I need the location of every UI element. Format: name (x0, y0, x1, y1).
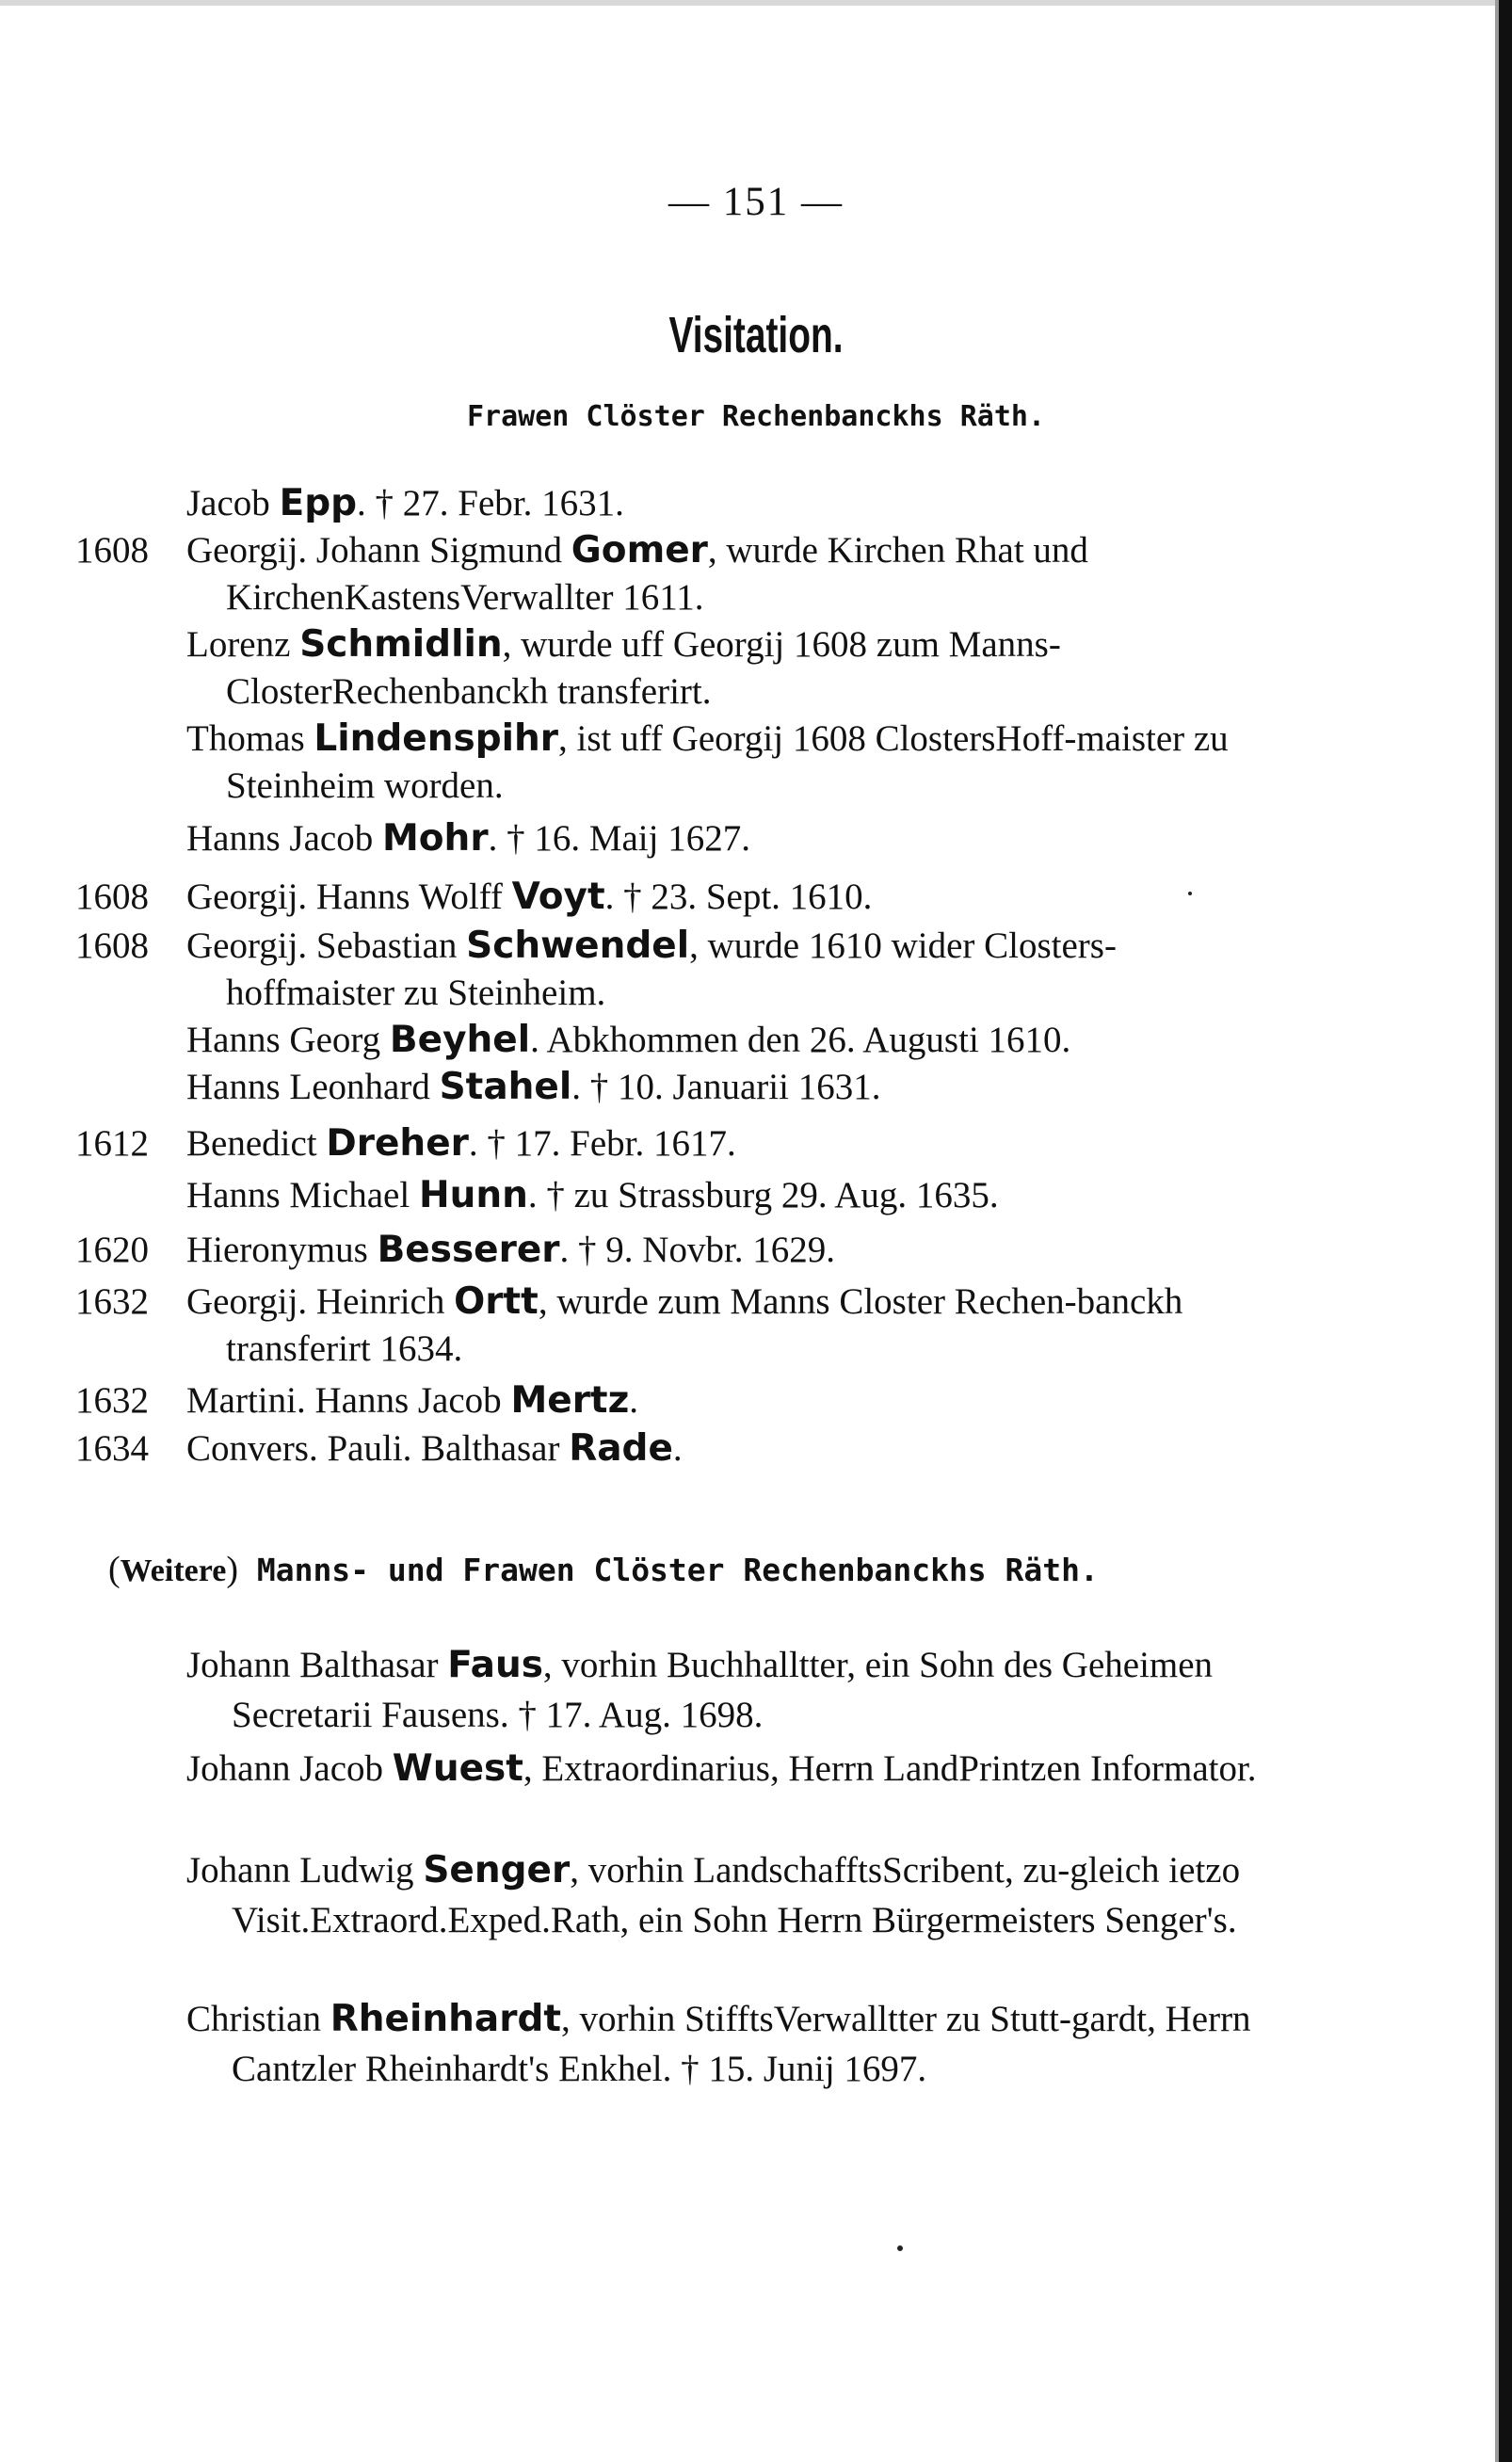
list-item (75, 480, 1245, 527)
entry-text: Benedict Dreher. † 17. Febr. 1617. (186, 1122, 736, 1165)
person-name: Schwendel (466, 925, 690, 967)
person-name: Dreher (326, 1122, 469, 1165)
page-title: Visitation. (668, 307, 844, 363)
person-name: Rheinhardt (330, 1998, 562, 2040)
entry-text: Hieronymus Besserer. † 9. Novbr. 1629. (186, 1229, 836, 1271)
person-name: Schmidlin (299, 623, 503, 666)
person-name: Rade (569, 1427, 673, 1470)
person-name: Mertz (510, 1379, 630, 1422)
entry-text: Hanns Jacob Mohr. † 16. Maij 1627. (186, 817, 750, 860)
list-item (75, 1120, 1245, 1167)
ink-speck (1188, 892, 1192, 895)
entry-text: Hanns Georg Beyhel. Abkhommen den 26. Augusti 1610. (186, 1019, 1071, 1061)
entry-text: Jacob Epp. † 27. Febr. 1631. (186, 482, 624, 524)
entry-text: Lorenz Schmidlin, wurde uff Georgij 1608 zum Manns-ClosterRechenbanckh transferirt. (186, 623, 1061, 712)
list-item: Johann Ludwig Senger, vorhin LandschafftsScribent, zu-gleich ietzo Visit.Extraord.Exped.Rath, ein Sohn Herrn Bürgermeisters Senger's. (186, 1849, 1241, 1940)
entry-year: 1612 (75, 1123, 149, 1164)
entry-year: 1632 (75, 1281, 149, 1322)
entry-text: Georgij. Johann Sigmund Gomer, wurde Kirchen Rhat und KirchenKastensVerwallter 1611. (186, 529, 1088, 618)
section-subtitle: Frawen Clöster Rechenbanckhs Räth. (466, 400, 1046, 433)
list-item (75, 1279, 1245, 1373)
person-name: Senger (423, 1849, 571, 1891)
list-item: Johann Jacob Wuest, Extraordinarius, Herrn LandPrintzen Informator. (186, 1747, 1257, 1790)
page-number: — 151 — (668, 180, 844, 224)
list-item (75, 1425, 1245, 1472)
person-name: Gomer (571, 529, 708, 571)
person-name: Epp (279, 482, 358, 524)
person-name: Wuest (392, 1747, 523, 1790)
person-name: Beyhel (389, 1019, 531, 1061)
entry-year: 1608 (75, 925, 149, 966)
list-item (75, 923, 1245, 1017)
list-item: Christian Rheinhardt, vorhin StifftsVerwalltter zu Stutt-gardt, Herrn Cantzler Rheinhardt's Enkhel. † 15. Junij 1697. (186, 1998, 1251, 2089)
entry-year: 1620 (75, 1230, 149, 1270)
section-heading-label: Weitere (120, 1553, 227, 1588)
entry-text: Hanns Leonhard Stahel. † 10. Januarii 1631. (186, 1066, 881, 1108)
section-heading: (Weitere) Manns- und Frawen Clöster Rechenbanckhs Räth. (108, 1550, 1099, 1589)
person-name: Faus (447, 1644, 543, 1686)
entry-text: Hanns Michael Hunn. † zu Strassburg 29. Aug. 1635. (186, 1174, 999, 1216)
list-item (75, 815, 1245, 862)
person-name: Hunn (418, 1174, 528, 1216)
list-item (75, 1064, 1245, 1111)
entry-year: 1608 (75, 530, 149, 571)
list-item (75, 1377, 1245, 1424)
entry-text: Georgij. Hanns Wolff Voyt. † 23. Sept. 1610. (186, 876, 873, 918)
ink-speck (897, 2245, 903, 2251)
list-item (75, 1172, 1245, 1219)
person-name: Lindenspihr (314, 717, 559, 760)
list-item (75, 716, 1245, 810)
list-item (75, 1227, 1245, 1274)
entry-text: Thomas Lindenspihr, ist uff Georgij 1608 ClostersHoff-maister zu Steinheim worden. (186, 717, 1229, 806)
entry-year: 1634 (75, 1428, 149, 1469)
person-name: Besserer (377, 1229, 560, 1271)
entry-text: Martini. Hanns Jacob Mertz. (186, 1379, 639, 1422)
entry-text: Convers. Pauli. Balthasar Rade. (186, 1427, 683, 1470)
entry-text: Georgij. Heinrich Ortt, wurde zum Manns Closter Rechen-banckh transferirt 1634. (186, 1280, 1183, 1369)
person-name: Mohr (381, 817, 489, 860)
entry-text: Georgij. Sebastian Schwendel, wurde 1610 wider Closters-hoffmaister zu Steinheim. (186, 925, 1117, 1013)
list-item (75, 621, 1245, 716)
entry-year: 1632 (75, 1380, 149, 1421)
list-item (75, 1017, 1245, 1064)
scan-top-edge (0, 0, 1512, 6)
entry-year: 1608 (75, 877, 149, 917)
person-name: Stahel (439, 1066, 572, 1108)
list-item (75, 874, 1245, 921)
list-item: Johann Balthasar Faus, vorhin Buchhalltter, ein Sohn des Geheimen Secretarii Fausens. † 17. Aug. 1698. (186, 1644, 1214, 1735)
scan-right-edge (1499, 0, 1512, 2462)
list-item (75, 527, 1245, 621)
person-name: Ortt (454, 1280, 539, 1323)
person-name: Voyt (511, 876, 605, 918)
